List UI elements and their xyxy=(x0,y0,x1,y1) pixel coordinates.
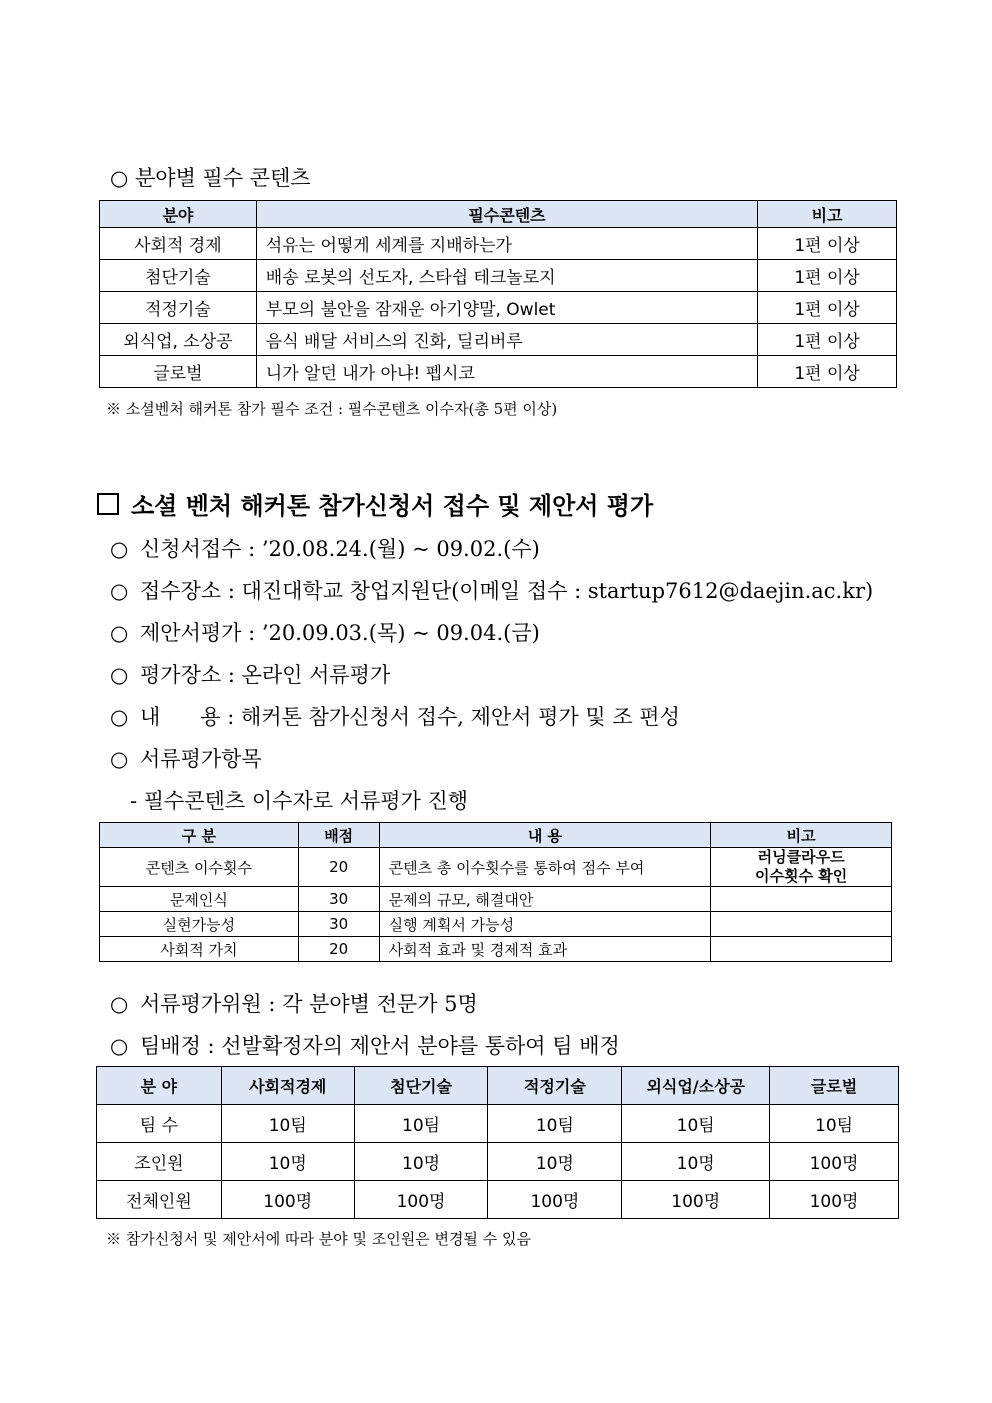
item-text: 평가장소 : 온라인 서류평가 xyxy=(140,663,391,687)
value-cell: 10팀 xyxy=(354,1105,488,1143)
item-text: 신청서접수 : ’20.08.24.(월) ~ 09.02.(수) xyxy=(140,537,540,561)
table-header-row xyxy=(100,201,897,228)
note-cell xyxy=(711,848,892,887)
note-cell: 1편 이상 xyxy=(758,292,897,324)
team-table xyxy=(96,1066,899,1219)
item-text: 서류평가항목 xyxy=(140,747,262,771)
content-cell: 석유는 어떻게 세계를 지배하는가 xyxy=(256,228,757,260)
content-cell: 니가 알던 내가 아냐! 펩시코 xyxy=(256,356,757,388)
circle-bullet-icon: ○ xyxy=(110,747,129,771)
content-cell: 음식 배달 서비스의 진화, 딜리버루 xyxy=(256,324,757,356)
item-evaluation-period xyxy=(110,617,540,647)
category-cell: 콘텐츠 이수횟수 xyxy=(100,848,299,887)
value-cell: 10팀 xyxy=(770,1105,899,1143)
header-advanced-tech: 첨단기술 xyxy=(354,1067,488,1105)
value-cell: 10명 xyxy=(221,1143,354,1181)
section2-title xyxy=(97,486,653,521)
section2-title-text: 소셜 벤처 해커톤 참가신청서 접수 및 제안서 평가 xyxy=(131,492,654,520)
table-row xyxy=(100,887,892,912)
circle-bullet-icon: ○ xyxy=(110,992,129,1016)
field-cell: 적정기술 xyxy=(100,292,257,324)
note-line: 러닝클라우드 xyxy=(757,848,845,866)
item-evaluators xyxy=(110,988,478,1018)
value-cell: 100명 xyxy=(221,1181,354,1219)
header-category: 구 분 xyxy=(100,823,299,848)
note-cell xyxy=(711,887,892,912)
value-cell: 100명 xyxy=(770,1143,899,1181)
note-cell: 1편 이상 xyxy=(758,228,897,260)
note-cell: 1편 이상 xyxy=(758,260,897,292)
header-food-small-business: 외식업/소상공 xyxy=(622,1067,770,1105)
item-text: 제안서평가 : ’20.09.03.(목) ~ 09.04.(금) xyxy=(140,621,540,645)
value-cell: 10팀 xyxy=(221,1105,354,1143)
category-cell: 실현가능성 xyxy=(100,912,299,937)
value-cell: 100명 xyxy=(488,1181,622,1219)
required-contents-table xyxy=(99,200,897,388)
item-evaluation-place xyxy=(110,659,390,689)
note-line: 이수횟수 확인 xyxy=(755,867,848,885)
value-cell: 100명 xyxy=(354,1181,488,1219)
circle-bullet-icon: ○ xyxy=(110,621,129,645)
score-cell: 20 xyxy=(298,848,379,887)
table-row xyxy=(100,912,892,937)
header-appropriate-tech: 적정기술 xyxy=(488,1067,622,1105)
content-cell: 문제의 규모, 해결대안 xyxy=(379,887,711,912)
value-cell: 10팀 xyxy=(622,1105,770,1143)
item-team-assignment xyxy=(110,1030,620,1060)
table-row xyxy=(100,292,897,324)
field-cell: 외식업, 소상공 xyxy=(100,324,257,356)
item-contents xyxy=(110,701,680,731)
circle-bullet-icon: ○ xyxy=(110,663,129,687)
item-text: 내 용 : 해커톤 참가신청서 접수, 제안서 평가 및 조 편성 xyxy=(140,705,680,729)
item-text: 서류평가위원 : 각 분야별 전문가 5명 xyxy=(140,992,478,1016)
note-cell xyxy=(711,912,892,937)
evaluation-table xyxy=(99,822,892,962)
value-cell: 100명 xyxy=(770,1181,899,1219)
table-row xyxy=(97,1143,899,1181)
sub-item: - 필수콘텐츠 이수자로 서류평가 진행 xyxy=(130,789,469,813)
score-cell: 20 xyxy=(298,937,379,962)
score-cell: 30 xyxy=(298,912,379,937)
value-cell: 10명 xyxy=(354,1143,488,1181)
circle-bullet-icon: ○ xyxy=(110,537,129,561)
note-cell: 1편 이상 xyxy=(758,356,897,388)
table-row xyxy=(100,260,897,292)
note-cell xyxy=(711,937,892,962)
category-cell: 사회적 가치 xyxy=(100,937,299,962)
item-application-period xyxy=(110,533,540,563)
content-cell: 배송 로봇의 선도자, 스타쉽 테크놀로지 xyxy=(256,260,757,292)
row-label: 팀 수 xyxy=(97,1105,222,1143)
table-row xyxy=(100,356,897,388)
section1-footnote: ※ 소셜벤처 해커톤 참가 필수 조건 : 필수콘텐츠 이수자(총 5편 이상) xyxy=(106,400,558,418)
table-row xyxy=(100,324,897,356)
item-evaluation-criteria xyxy=(110,743,262,773)
section1-heading: ○ 분야별 필수 콘텐츠 xyxy=(110,166,311,190)
item-text: 팀배정 : 선발확정자의 제안서 분야를 통하여 팀 배정 xyxy=(140,1034,620,1058)
item-text: 접수장소 : 대진대학교 창업지원단(이메일 접수 : startup7612@daejin.ac.kr) xyxy=(140,579,874,603)
table-row xyxy=(100,848,892,887)
note-cell: 1편 이상 xyxy=(758,324,897,356)
circle-bullet-icon: ○ xyxy=(110,579,129,603)
circle-bullet-icon: ○ xyxy=(110,1034,129,1058)
content-cell: 사회적 효과 및 경제적 효과 xyxy=(379,937,711,962)
value-cell: 10명 xyxy=(622,1143,770,1181)
table-header-row xyxy=(100,823,892,848)
header-field: 분야 xyxy=(100,201,257,228)
header-global: 글로벌 xyxy=(770,1067,899,1105)
checkbox-square-icon xyxy=(97,493,119,515)
category-cell: 문제인식 xyxy=(100,887,299,912)
table-row xyxy=(97,1105,899,1143)
value-cell: 10명 xyxy=(488,1143,622,1181)
row-label: 조인원 xyxy=(97,1143,222,1181)
item-application-place xyxy=(110,575,873,605)
content-cell: 콘텐츠 총 이수횟수를 통하여 점수 부여 xyxy=(379,848,711,887)
field-cell: 첨단기술 xyxy=(100,260,257,292)
header-score: 배점 xyxy=(298,823,379,848)
header-note: 비고 xyxy=(711,823,892,848)
row-label: 전체인원 xyxy=(97,1181,222,1219)
table-row xyxy=(100,228,897,260)
table-row xyxy=(97,1181,899,1219)
content-cell: 부모의 불안을 잠재운 아기양말, Owlet xyxy=(256,292,757,324)
score-cell: 30 xyxy=(298,887,379,912)
header-note: 비고 xyxy=(758,201,897,228)
circle-bullet-icon: ○ xyxy=(110,705,129,729)
table-header-row xyxy=(97,1067,899,1105)
content-cell: 실행 계획서 가능성 xyxy=(379,912,711,937)
value-cell: 10팀 xyxy=(488,1105,622,1143)
header-field: 분 야 xyxy=(97,1067,222,1105)
field-cell: 글로벌 xyxy=(100,356,257,388)
value-cell: 100명 xyxy=(622,1181,770,1219)
section2-footnote: ※ 참가신청서 및 제안서에 따라 분야 및 조인원은 변경될 수 있음 xyxy=(106,1230,531,1248)
header-content: 필수콘텐츠 xyxy=(256,201,757,228)
header-social-economy: 사회적경제 xyxy=(221,1067,354,1105)
table-row xyxy=(100,937,892,962)
field-cell: 사회적 경제 xyxy=(100,228,257,260)
header-content: 내 용 xyxy=(379,823,711,848)
